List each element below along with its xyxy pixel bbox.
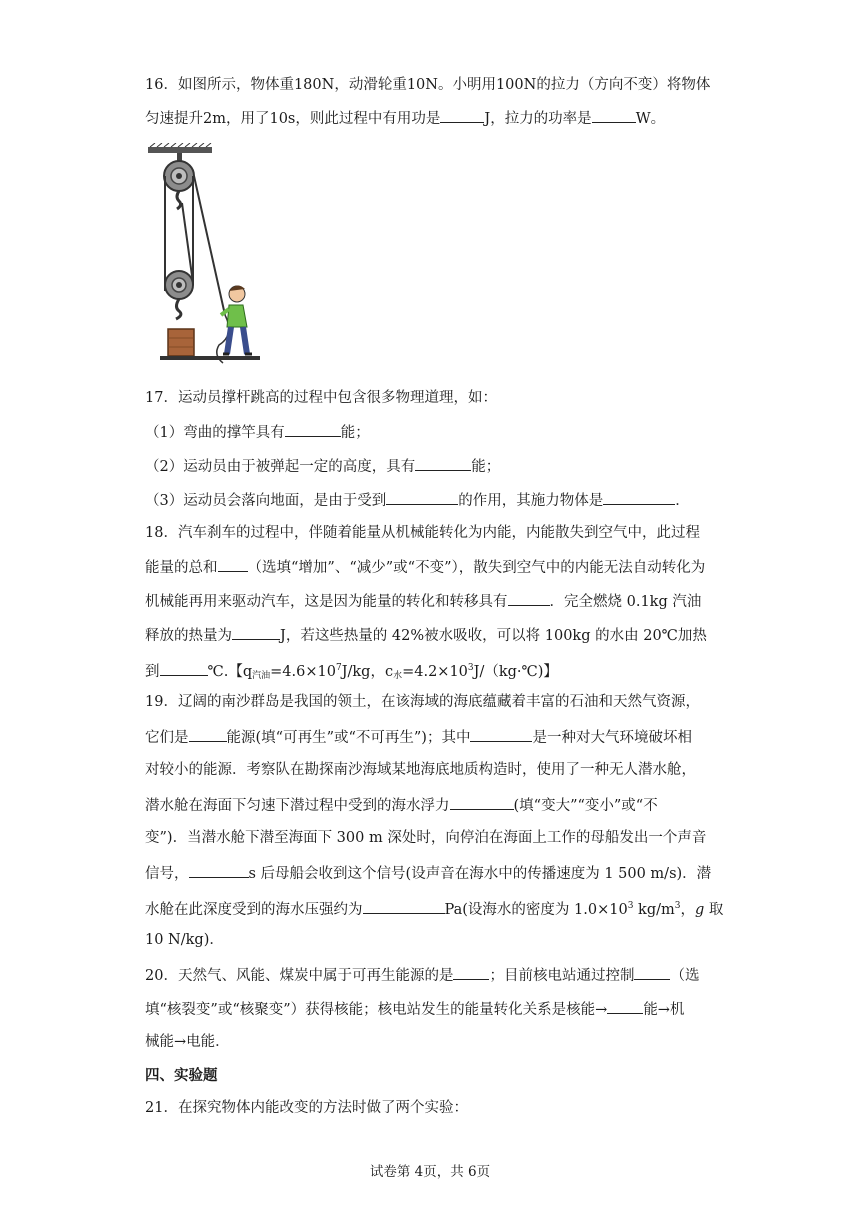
q17-part1 [145,421,742,443]
q20-blank-1[interactable] [453,964,489,980]
q17-text: ． [675,493,690,509]
q20-blank-3[interactable] [607,998,643,1014]
q19-text: 取 [704,902,724,918]
q19-text: 能源(填“可再生”或“不可再生”)；其中 [226,730,471,746]
q17-part2 [145,455,742,477]
q16-text: J，拉力的功率是 [484,111,592,127]
q18-text: ．完全燃烧 0.1kg 汽油 [549,594,702,610]
q19-text: g [694,902,705,918]
q19-blank-4[interactable] [189,862,249,878]
q19-line8: 10 N/kg)． [145,932,224,948]
q19-line6 [145,862,742,884]
q18-text: （选填“增加”、“减少”或“不变”），散失到空气中的内能无法自动转化为 [247,560,706,576]
q21-line1: 21．在探究物体内能改变的方法时做了两个实验： [145,1100,468,1116]
q17-text: 能； [471,459,501,475]
q18-sub: 汽油 [252,671,271,681]
q20-line2 [145,998,742,1020]
q19-line1: 19．辽阔的南沙群岛是我国的领土，在该海域的海底蕴藏着丰富的石油和天然气资源， [145,694,700,710]
q16-text: W。 [635,111,666,127]
wooden-box [168,329,194,356]
q20-text: 20．天然气、风能、煤炭中属于可再生能源的是 [145,968,454,984]
q19-line7 [145,896,742,920]
q19-blank-1[interactable] [189,726,227,742]
fixed-pulley-hook [177,191,181,209]
pulley-figure [145,143,263,370]
q20-blank-2[interactable] [634,964,670,980]
q17-text: 能； [340,425,370,441]
q17-blank-4[interactable] [603,489,675,505]
q18-text: J/kg，c [341,664,394,680]
q19-blank-2[interactable] [470,726,532,742]
q18-blank-1[interactable] [218,556,248,572]
q18-text: 释放的热量为 [145,628,232,644]
q19-sup: 3 [627,901,634,911]
q18-line5 [145,658,742,686]
q18-blank-2[interactable] [508,590,550,606]
q17-blank-3[interactable] [386,489,458,505]
q18-text: =4.6×10 [270,664,336,680]
q16-text: 匀速提升2m，用了10s，则此过程中有用功是 [145,111,441,127]
q18-text: J，若这些热量的 42%被水吸收，可以将 100kg 的水由 20℃加热 [280,628,707,644]
q18-blank-4[interactable] [160,660,208,676]
page-footer: 试卷第 4页，共 6页 [369,1164,491,1180]
q18-text: ℃.【q [207,664,253,680]
q16-blank-work[interactable] [440,107,484,123]
q20-text: （选 [670,968,700,984]
q20-line1 [145,964,742,986]
q18-sup: 7 [335,663,342,673]
q17-text: （3）运动员会落向地面，是由于受到 [145,493,387,509]
q19-blank-3[interactable] [450,794,514,810]
q19-text: ， [680,902,695,918]
section-heading: 四、实验题 [145,1067,218,1084]
q20-text: 能→机 [643,1002,685,1018]
q18-text: J/（kg·℃)】 [473,664,558,680]
q20-text: 填“核裂变”或“核聚变”）获得核能；核电站发生的能量转化关系是核能→ [145,1002,608,1018]
q19-text: 是一种对大气环境破坏相 [532,730,692,746]
q18-line4 [145,624,742,646]
q18-text: 能量的总和 [145,560,218,576]
q19-line5: 变”)．当潜水舱下潜至海面下 300 m 深处时，向停泊在海面上工作的母船发出一个声音 [145,830,707,846]
q17-part3 [145,489,742,511]
q17-text: （1）弯曲的撑竿具有 [145,425,285,441]
q18-sup: 3 [467,663,474,673]
q19-sup: 3 [674,901,681,911]
q19-blank-5[interactable] [363,898,445,914]
q17-text: 的作用，其施力物体是 [458,493,604,509]
q19-text: Pa(设海水的密度为 1.0×10 [444,902,628,918]
ground [160,356,260,360]
q20-line3: 械能→电能． [145,1034,230,1050]
q19-line2 [145,726,742,748]
q17-blank-1[interactable] [285,421,341,437]
q18-text: =4.2×10 [402,664,468,680]
q18-blank-3[interactable] [232,624,280,640]
q17-line1: 17．运动员撑杆跳高的过程中包含很多物理道理，如： [145,390,497,406]
q19-line4 [145,794,742,816]
q17-text: （2）运动员由于被弹起一定的高度，具有 [145,459,416,475]
q18-sub: 水 [393,671,403,681]
q20-text: ；目前核电站通过控制 [489,968,635,984]
q16-line2 [145,107,742,129]
q19-text: kg/m [633,902,675,918]
person-pulling-icon [221,285,252,354]
q19-text: 信号， [145,866,189,882]
q18-line3 [145,590,742,612]
q16-line1: 16．如图所示，物体重180N，动滑轮重10N。小明用100N的拉力（方向不变）将物体 [145,77,711,93]
q19-text: 它们是 [145,730,189,746]
q18-line1: 18．汽车刹车的过程中，伴随着能量从机械能转化为内能，内能散失到空气中，此过程 [145,525,700,541]
q19-text: 水舱在此深度受到的海水压强约为 [145,902,363,918]
q18-text: 到 [145,664,160,680]
q18-line2 [145,556,742,578]
q16-blank-power[interactable] [592,107,636,123]
q19-text: (填“变大”“变小”或“不 [513,798,658,814]
q19-text: 潜水舱在海面下匀速下潜过程中受到的海水浮力 [145,798,450,814]
q19-line3: 对较小的能源．考察队在勘探南沙海域某地海底地质构造时，使用了一种无人潜水舱， [145,762,696,778]
moving-pulley-hook [176,299,181,319]
ceiling-beam [148,147,212,153]
q19-text: s 后母船会收到这个信号(设声音在海水中的传播速度为 1 500 m/s)．潜 [248,866,712,882]
q18-text: 机械能再用来驱动汽车，这是因为能量的转化和转移具有 [145,594,508,610]
q17-blank-2[interactable] [415,455,471,471]
